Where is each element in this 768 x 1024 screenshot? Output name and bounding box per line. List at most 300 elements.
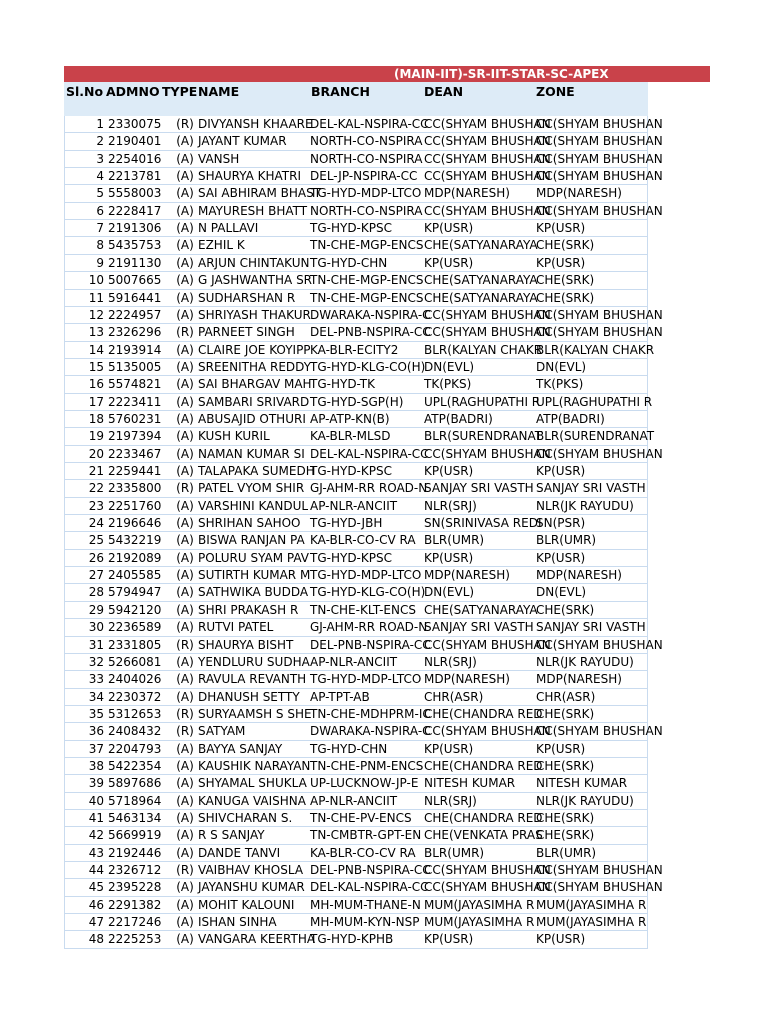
cell-admno: 5794947 [108, 585, 162, 600]
header-branch: BRANCH [311, 84, 370, 99]
cell-branch: KA-BLR-CO-CV RA [310, 533, 416, 548]
cell-type: (A) [176, 741, 194, 756]
cell-dean: SANJAY SRI VASTH [424, 481, 534, 496]
cell-slno: 13 [88, 325, 104, 340]
cell-dean: KP(USR) [424, 255, 474, 270]
cell-admno: 5558003 [108, 186, 162, 201]
table-row [64, 203, 663, 220]
cell-zone: UPL(RAGHUPATHI R [536, 394, 653, 409]
cell-branch: TG-HYD-KPHB [310, 932, 394, 947]
cell-type: (A) [176, 880, 194, 895]
table-header [64, 82, 648, 116]
cell-slno: 14 [88, 342, 104, 357]
cell-slno: 36 [88, 724, 104, 739]
cell-dean: UPL(RAGHUPATHI R [424, 394, 541, 409]
cell-admno: 2335800 [108, 481, 162, 496]
table-row [64, 602, 648, 619]
cell-zone: CC(SHYAM BHUSHAN [536, 325, 663, 340]
cell-type: (A) [176, 776, 194, 791]
cell-name: SAI BHARGAV MAH [198, 377, 312, 392]
cell-admno: 2254016 [108, 151, 162, 166]
cell-name: BAYYA SANJAY [198, 741, 283, 756]
cell-admno: 2326712 [108, 863, 162, 878]
cell-type: (A) [176, 411, 194, 426]
cell-slno: 47 [88, 915, 104, 930]
table-row [64, 272, 648, 289]
header-dean: DEAN [424, 84, 464, 99]
cell-dean: NITESH KUMAR [424, 776, 516, 791]
cell-type: (A) [176, 793, 194, 808]
table-row [64, 810, 648, 827]
cell-admno: 2190401 [108, 134, 162, 149]
cell-branch: TG-HYD-CHN [310, 255, 388, 270]
cell-admno: 2330075 [108, 117, 162, 131]
cell-zone: MUM(JAYASIMHA R [536, 915, 647, 930]
cell-dean: KP(USR) [424, 741, 474, 756]
cell-type: (R) [176, 637, 194, 652]
cell-name: SATYAM [198, 724, 246, 739]
cell-zone: NLR(JK RAYUDU) [536, 498, 634, 513]
cell-name: NAMAN KUMAR SI [198, 446, 305, 461]
cell-name: SAI ABHIRAM BHAST [198, 186, 322, 201]
table-row [64, 255, 648, 272]
cell-type: (A) [176, 290, 194, 305]
cell-branch: DEL-PNB-NSPIRA-CC [310, 637, 431, 652]
cell-branch: TN-CHE-KLT-ENCS [310, 602, 416, 617]
cell-branch: KA-BLR-ECITY2 [310, 342, 399, 357]
cell-name: RUTVI PATEL [198, 620, 274, 635]
cell-type: (A) [176, 394, 194, 409]
cell-branch: NORTH-CO-NSPIRA [310, 151, 423, 166]
cell-dean: CC(SHYAM BHUSHAN [424, 203, 551, 218]
cell-dean: DN(EVL) [424, 359, 475, 374]
cell-name: KUSH KURIL [198, 429, 270, 444]
cell-name: SHAURYA BISHT [198, 637, 294, 652]
title-banner [64, 66, 710, 82]
cell-dean: BLR(KALYAN CHAKR [424, 342, 543, 357]
cell-branch: AP-NLR-ANCIIT [310, 793, 398, 808]
cell-dean: CC(SHYAM BHUSHAN [424, 637, 551, 652]
table-row [64, 793, 648, 810]
cell-slno: 2 [96, 134, 104, 149]
table-row [64, 897, 648, 914]
table-row [64, 151, 663, 168]
cell-name: SURYAAMSH S SHE [198, 706, 312, 721]
cell-zone: NLR(JK RAYUDU) [536, 793, 634, 808]
cell-name: PARNEET SINGH [198, 325, 295, 340]
cell-name: ISHAN SINHA [198, 915, 277, 930]
cell-admno: 2192446 [108, 845, 162, 860]
cell-dean: NLR(SRJ) [424, 654, 477, 669]
cell-dean: CHE(VENKATA PRAS [424, 828, 543, 843]
cell-name: SHRI PRAKASH R [198, 602, 299, 617]
cell-admno: 5942120 [108, 602, 162, 617]
cell-dean: CC(SHYAM BHUSHAN [424, 325, 551, 340]
cell-name: ABUSAJID OTHURI [198, 411, 306, 426]
cell-admno: 5432219 [108, 533, 162, 548]
cell-name: MAYURESH BHATT [198, 203, 308, 218]
cell-admno: 5897686 [108, 776, 162, 791]
cell-branch: DEL-JP-NSPIRA-CC [310, 169, 418, 184]
cell-zone: CHE(SRK) [536, 758, 595, 773]
cell-dean: CC(SHYAM BHUSHAN [424, 446, 551, 461]
cell-dean: CHE(SATYANARAYA [424, 238, 538, 253]
cell-type: (A) [176, 342, 194, 357]
cell-dean: CHR(ASR) [424, 689, 484, 704]
table-row [64, 706, 648, 723]
cell-dean: CC(SHYAM BHUSHAN [424, 134, 551, 149]
cell-zone: CC(SHYAM BHUSHAN [536, 446, 663, 461]
cell-branch: TG-HYD-SGP(H) [310, 394, 404, 409]
cell-dean: KP(USR) [424, 464, 474, 478]
cell-zone: CC(SHYAM BHUSHAN [536, 880, 663, 895]
cell-zone: KP(USR) [536, 464, 586, 478]
cell-type: (A) [176, 828, 194, 843]
cell-admno: 2230372 [108, 689, 162, 704]
cell-dean: TK(PKS) [424, 377, 472, 392]
table-row [64, 741, 648, 758]
cell-zone: CC(SHYAM BHUSHAN [536, 203, 663, 218]
cell-admno: 2192089 [108, 550, 162, 565]
cell-zone: SN(PSR) [536, 516, 586, 531]
cell-zone: CHE(SRK) [536, 238, 595, 253]
cell-type: (R) [176, 724, 194, 739]
cell-admno: 5422354 [108, 758, 162, 773]
cell-admno: 2191130 [108, 255, 162, 270]
table-row [64, 428, 655, 445]
cell-zone: CC(SHYAM BHUSHAN [536, 117, 663, 131]
cell-type: (A) [176, 811, 194, 825]
table-row [64, 168, 663, 185]
cell-name: KAUSHIK NARAYAN [198, 758, 311, 773]
table-row [64, 914, 648, 931]
cell-type: (A) [176, 568, 194, 583]
cell-name: SUDHARSHAN R [198, 290, 296, 305]
cell-branch: NORTH-CO-NSPIRA [310, 134, 423, 149]
cell-zone: KP(USR) [536, 932, 586, 947]
table-row [64, 862, 663, 879]
cell-type: (A) [176, 602, 194, 617]
table-row [64, 480, 648, 497]
cell-type: (A) [176, 377, 194, 392]
cell-dean: CC(SHYAM BHUSHAN [424, 724, 551, 739]
cell-slno: 9 [96, 255, 104, 270]
cell-zone: KP(USR) [536, 255, 586, 270]
cell-name: MOHIT KALOUNI [198, 897, 295, 912]
cell-type: (A) [176, 845, 194, 860]
cell-admno: 2259441 [108, 464, 162, 478]
cell-dean: BLR(UMR) [424, 845, 485, 860]
cell-type: (A) [176, 429, 194, 444]
table-row [64, 723, 663, 740]
cell-dean: BLR(UMR) [424, 533, 485, 548]
cell-dean: CHE(SATYANARAYA [424, 290, 538, 305]
cell-dean: CC(SHYAM BHUSHAN [424, 169, 551, 184]
table-row [64, 931, 648, 948]
table-row [64, 584, 648, 601]
cell-dean: MDP(NARESH) [424, 568, 510, 583]
cell-type: (A) [176, 932, 194, 947]
cell-type: (R) [176, 863, 194, 878]
cell-slno: 33 [88, 672, 104, 687]
cell-slno: 5 [96, 186, 104, 201]
table-row [64, 619, 648, 636]
cell-name: VAIBHAV KHOSLA [198, 863, 304, 878]
cell-branch: MH-MUM-KYN-NSP [310, 915, 420, 930]
cell-name: SUTIRTH KUMAR M [198, 568, 311, 583]
cell-type: (A) [176, 203, 194, 218]
cell-zone: MDP(NARESH) [536, 186, 622, 201]
banner-title: (MAIN-IIT)-SR-IIT-STAR-SC-APEX [394, 67, 609, 81]
cell-type: (A) [176, 533, 194, 548]
cell-slno: 34 [88, 689, 104, 704]
cell-slno: 7 [96, 221, 104, 236]
table-row [64, 463, 648, 480]
table-row [64, 775, 648, 792]
header-slno: Sl.No [66, 84, 104, 99]
cell-slno: 15 [88, 359, 104, 374]
cell-dean: CHE(CHANDRA RED [424, 706, 543, 721]
cell-type: (A) [176, 359, 194, 374]
cell-slno: 44 [88, 863, 104, 878]
cell-zone: SANJAY SRI VASTH [536, 481, 646, 496]
cell-dean: NLR(SRJ) [424, 498, 477, 513]
header-type: TYPE [162, 84, 198, 99]
cell-zone: MUM(JAYASIMHA R [536, 897, 647, 912]
cell-slno: 3 [96, 151, 104, 166]
cell-zone: CHE(SRK) [536, 828, 595, 843]
cell-name: N PALLAVI [198, 221, 259, 236]
cell-admno: 5312653 [108, 706, 162, 721]
table-row [64, 498, 648, 515]
cell-zone: NITESH KUMAR [536, 776, 628, 791]
cell-dean: DN(EVL) [424, 585, 475, 600]
cell-slno: 39 [88, 776, 104, 791]
cell-admno: 2191306 [108, 221, 162, 236]
header-admno: ADMNO [106, 84, 160, 99]
cell-name: RAVULA REVANTH [198, 672, 307, 687]
cell-slno: 25 [88, 533, 104, 548]
cell-branch: TN-CHE-PNM-ENCS [310, 758, 424, 773]
cell-admno: 5574821 [108, 377, 162, 392]
cell-slno: 43 [88, 845, 104, 860]
cell-type: (A) [176, 550, 194, 565]
cell-zone: CHE(SRK) [536, 602, 595, 617]
cell-branch: TN-CHE-MGP-ENCS [310, 238, 424, 253]
cell-dean: CHE(SATYANARAYA [424, 602, 538, 617]
table-row [64, 879, 663, 896]
cell-branch: GJ-AHM-RR ROAD-N [310, 481, 428, 496]
cell-admno: 2233467 [108, 446, 162, 461]
cell-zone: SANJAY SRI VASTH [536, 620, 646, 635]
cell-dean: NLR(SRJ) [424, 793, 477, 808]
cell-name: SHYAMAL SHUKLA [198, 776, 307, 791]
cell-zone: MDP(NARESH) [536, 672, 622, 687]
cell-admno: 5007665 [108, 273, 162, 288]
cell-dean: CC(SHYAM BHUSHAN [424, 117, 551, 131]
cell-dean: CC(SHYAM BHUSHAN [424, 880, 551, 895]
cell-branch: AP-NLR-ANCIIT [310, 498, 398, 513]
cell-type: (A) [176, 498, 194, 513]
cell-dean: MDP(NARESH) [424, 186, 510, 201]
table-row [64, 671, 648, 688]
cell-name: VARSHINI KANDUL [198, 498, 309, 513]
cell-admno: 2225253 [108, 932, 162, 947]
cell-type: (A) [176, 915, 194, 930]
cell-name: VANGARA KEERTHA [198, 932, 316, 947]
cell-name: ARJUN CHINTAKUN [198, 255, 310, 270]
cell-zone: CHE(SRK) [536, 273, 595, 288]
cell-dean: KP(USR) [424, 221, 474, 236]
cell-name: G JASHWANTHA SR [198, 273, 313, 288]
cell-admno: 2213781 [108, 169, 162, 184]
cell-type: (A) [176, 134, 194, 149]
cell-type: (A) [176, 585, 194, 600]
table-row [64, 845, 648, 862]
cell-admno: 2196646 [108, 516, 162, 531]
cell-branch: TG-HYD-MDP-LTCO [310, 568, 422, 583]
cell-dean: CC(SHYAM BHUSHAN [424, 151, 551, 166]
table-row [64, 324, 663, 341]
cell-admno: 2326296 [108, 325, 162, 340]
cell-dean: CHE(CHANDRA RED [424, 758, 543, 773]
cell-dean: CC(SHYAM BHUSHAN [424, 307, 551, 322]
cell-zone: CC(SHYAM BHUSHAN [536, 637, 663, 652]
cell-name: SHIVCHARAN S. [198, 811, 293, 825]
cell-name: CLAIRE JOE KOYIPP [198, 342, 311, 357]
cell-branch: KA-BLR-CO-CV RA [310, 845, 416, 860]
table-row [64, 567, 648, 584]
table-row [64, 237, 648, 254]
table-row [64, 515, 648, 532]
cell-branch: DWARAKA-NSPIRA-C [310, 724, 431, 739]
cell-type: (A) [176, 672, 194, 687]
cell-zone: CC(SHYAM BHUSHAN [536, 151, 663, 166]
cell-branch: DEL-PNB-NSPIRA-CC [310, 325, 431, 340]
cell-slno: 48 [88, 932, 104, 947]
cell-dean: KP(USR) [424, 550, 474, 565]
cell-slno: 17 [88, 394, 104, 409]
cell-type: (A) [176, 221, 194, 236]
cell-zone: CC(SHYAM BHUSHAN [536, 134, 663, 149]
cell-slno: 45 [88, 880, 104, 895]
cell-branch: TG-HYD-CHN [310, 741, 388, 756]
cell-admno: 2236589 [108, 620, 162, 635]
cell-type: (R) [176, 117, 194, 131]
cell-branch: TG-HYD-KPSC [310, 464, 392, 478]
cell-zone: BLR(SURENDRANAT [536, 429, 655, 444]
cell-slno: 18 [88, 411, 104, 426]
cell-name: SAMBARI SRIVARD [198, 394, 310, 409]
cell-admno: 2197394 [108, 429, 162, 444]
cell-branch: TG-HYD-MDP-LTCO [310, 672, 422, 687]
cell-zone: CC(SHYAM BHUSHAN [536, 724, 663, 739]
cell-admno: 2405585 [108, 568, 162, 583]
cell-type: (A) [176, 446, 194, 461]
table-row [64, 133, 663, 150]
cell-slno: 10 [88, 273, 104, 288]
cell-type: (A) [176, 273, 194, 288]
cell-branch: TG-HYD-KLG-CO(H) [310, 359, 426, 374]
cell-admno: 2408432 [108, 724, 162, 739]
cell-name: DANDE TANVI [198, 845, 281, 860]
cell-name: SHAURYA KHATRI [198, 169, 302, 184]
cell-admno: 2223411 [108, 394, 162, 409]
cell-name: JAYANT KUMAR [198, 134, 287, 149]
cell-branch: KA-BLR-MLSD [310, 429, 391, 444]
cell-zone: CHE(SRK) [536, 811, 595, 825]
cell-slno: 46 [88, 897, 104, 912]
table-row [64, 637, 663, 654]
cell-admno: 2217246 [108, 915, 162, 930]
cell-type: (R) [176, 481, 194, 496]
cell-admno: 5669919 [108, 828, 162, 843]
cell-slno: 11 [88, 290, 104, 305]
cell-zone: BLR(UMR) [536, 845, 597, 860]
cell-branch: TN-CHE-MGP-ENCS [310, 290, 424, 305]
cell-zone: DN(EVL) [536, 585, 587, 600]
cell-name: TALAPAKA SUMEDH [198, 464, 315, 478]
table-row [64, 550, 648, 567]
cell-slno: 30 [88, 620, 104, 635]
cell-slno: 42 [88, 828, 104, 843]
cell-zone: CC(SHYAM BHUSHAN [536, 169, 663, 184]
cell-admno: 2251760 [108, 498, 162, 513]
cell-type: (A) [176, 186, 194, 201]
cell-branch: TG-HYD-JBH [310, 516, 383, 531]
cell-dean: ATP(BADRI) [424, 411, 493, 426]
cell-admno: 2291382 [108, 897, 162, 912]
cell-branch: DEL-PNB-NSPIRA-CC [310, 863, 431, 878]
cell-zone: TK(PKS) [536, 377, 584, 392]
cell-admno: 2331805 [108, 637, 162, 652]
table-row [64, 290, 648, 307]
cell-branch: TG-HYD-KPSC [310, 221, 392, 236]
cell-slno: 23 [88, 498, 104, 513]
cell-branch: TG-HYD-KLG-CO(H) [310, 585, 426, 600]
cell-slno: 29 [88, 602, 104, 617]
table-row [64, 307, 663, 324]
cell-slno: 6 [96, 203, 104, 218]
cell-type: (R) [176, 325, 194, 340]
cell-name: SHRIYASH THAKUR [198, 307, 311, 322]
cell-branch: NORTH-CO-NSPIRA [310, 203, 423, 218]
cell-zone: CC(SHYAM BHUSHAN [536, 307, 663, 322]
cell-slno: 8 [96, 238, 104, 253]
cell-slno: 24 [88, 516, 104, 531]
cell-dean: KP(USR) [424, 932, 474, 947]
cell-admno: 2204793 [108, 741, 162, 756]
cell-type: (A) [176, 654, 194, 669]
cell-slno: 38 [88, 758, 104, 773]
cell-zone: KP(USR) [536, 741, 586, 756]
cell-branch: TN-CHE-MDHPRM-IC [310, 706, 431, 721]
cell-slno: 32 [88, 654, 104, 669]
cell-slno: 35 [88, 706, 104, 721]
cell-branch: AP-NLR-ANCIIT [310, 654, 398, 669]
table-row [64, 185, 648, 202]
table-row [64, 376, 648, 393]
cell-zone: CHR(ASR) [536, 689, 596, 704]
cell-branch: DEL-KAL-NSPIRA-CC [310, 880, 429, 895]
cell-zone: NLR(JK RAYUDU) [536, 654, 634, 669]
cell-type: (R) [176, 706, 194, 721]
cell-zone: CC(SHYAM BHUSHAN [536, 863, 663, 878]
cell-slno: 41 [88, 811, 104, 825]
cell-type: (A) [176, 620, 194, 635]
cell-type: (A) [176, 516, 194, 531]
cell-type: (A) [176, 307, 194, 322]
